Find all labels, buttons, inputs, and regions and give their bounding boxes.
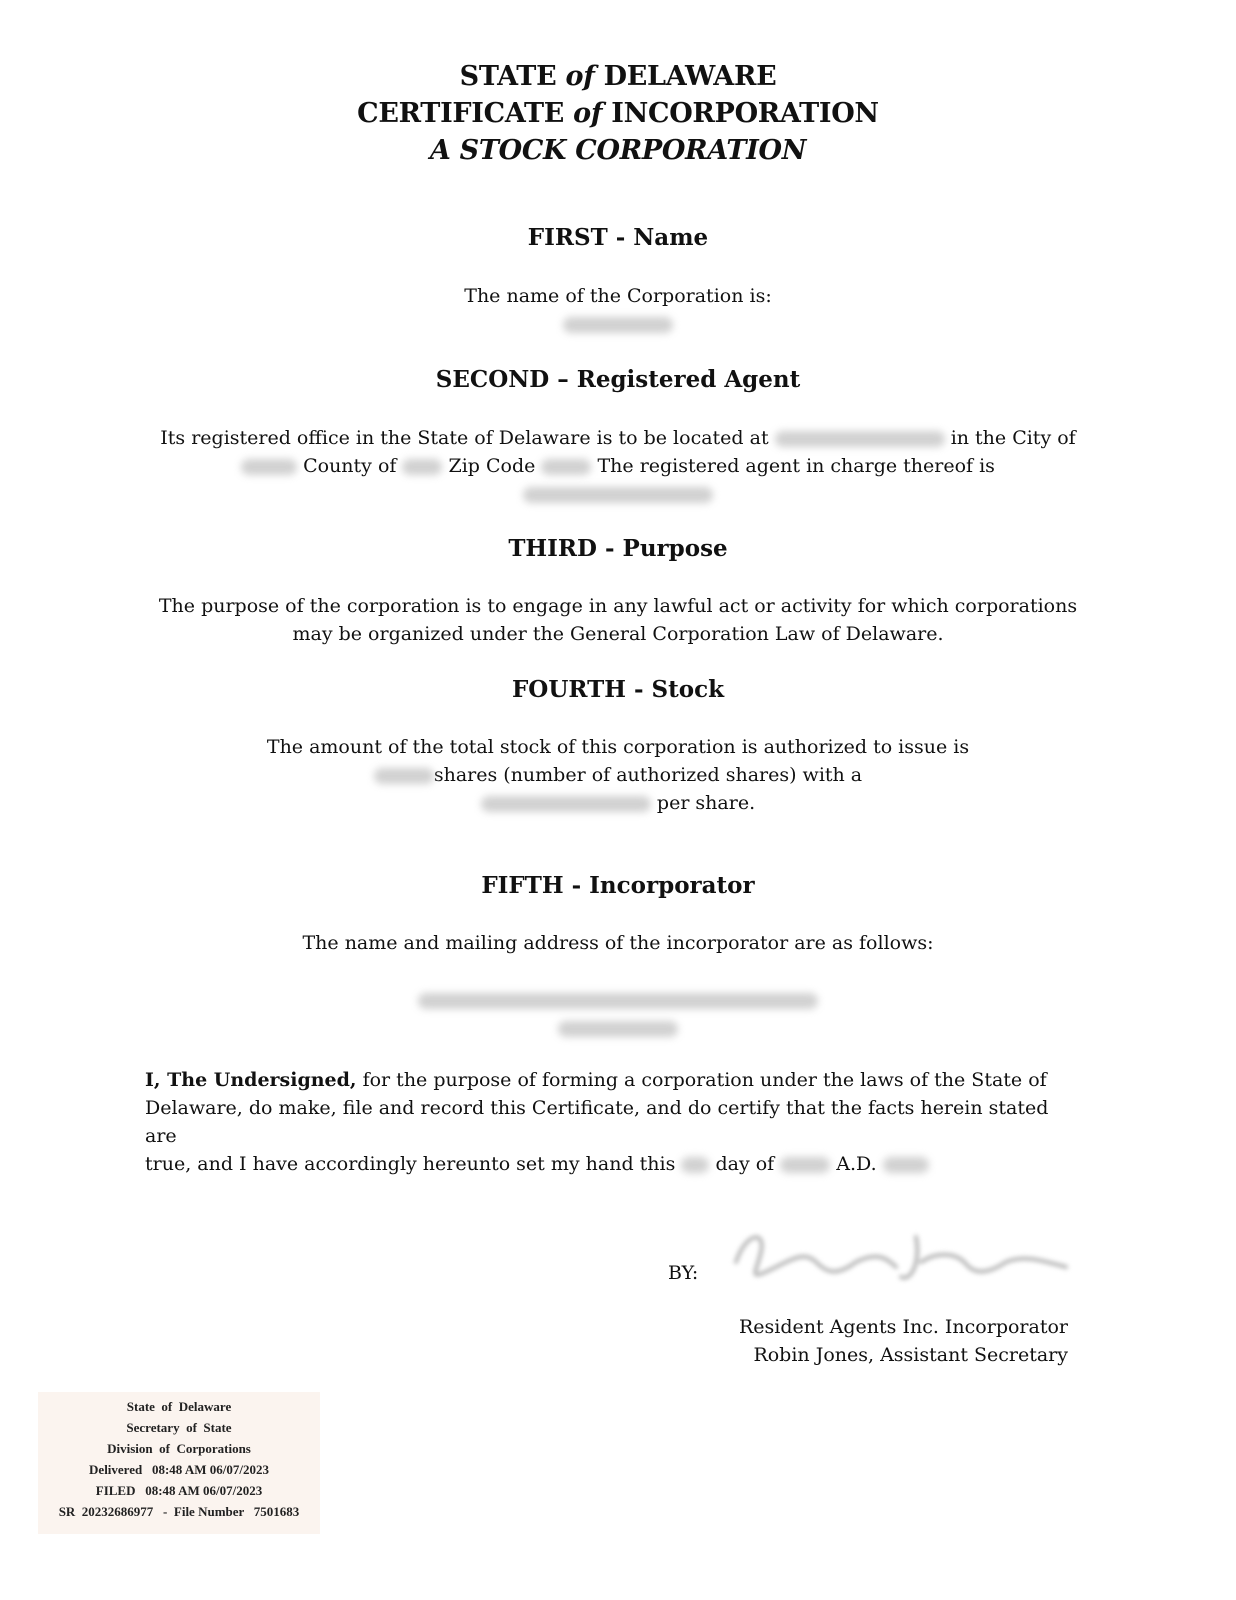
- redacted-share-count: [374, 768, 434, 784]
- fourth-text: The amount of the total stock of this corporation is authorized to issue is shares (number of authorized shares) with a per share.: [266, 736, 970, 814]
- fifth-text: The name and mailing address of the incorporator are as follows:: [302, 932, 934, 954]
- title-line-2: CERTIFICATE of INCORPORATION: [357, 98, 879, 129]
- first-heading: FIRST - Name: [527, 224, 709, 251]
- redacted-par-value: [481, 796, 651, 812]
- fourth-heading: FOURTH - Stock: [511, 676, 725, 703]
- first-text: The name of the Corporation is:: [0, 282, 1236, 338]
- signer-line-1: Resident Agents Inc. Incorporator: [738, 1316, 1068, 1338]
- signer-line-2: Robin Jones, Assistant Secretary: [753, 1344, 1068, 1366]
- third-heading: THIRD - Purpose: [508, 535, 728, 562]
- title-line-1: STATE of DELAWARE: [459, 61, 777, 92]
- redacted-agent-name: [523, 487, 713, 503]
- redacted-zip: [541, 459, 591, 475]
- filing-stamp: State of Delaware Secretary of State Division of Corporations Delivered 08:48 AM 06/07/2023 FILED 08:48 AM 06/07/2023 SR 20232686977 - File Number 7501683: [38, 1392, 320, 1534]
- redacted-corporation-name: [563, 317, 673, 333]
- signer-block: [739, 1313, 1068, 1369]
- second-text: Its registered office in the State of Delaware is to be located at in the City of County of Zip Code The registered agent in charge thereof is: [0, 424, 1236, 508]
- signature-image: [716, 1222, 1076, 1292]
- redacted-month: [780, 1157, 830, 1173]
- third-text: The purpose of the corporation is to engage in any lawful act or activity for which corporations may be organized under the General Corporation Law of Delaware.: [158, 595, 1078, 645]
- redacted-city: [241, 459, 297, 475]
- by-label: BY:: [668, 1262, 699, 1284]
- title-line-3: A STOCK CORPORATION: [429, 135, 807, 166]
- undersigned-paragraph: I, The Undersigned, for the purpose of forming a corporation under the laws of the State of Delaware, do make, file and record this Certificate, and do certify that the facts herein stated are true, and I have accordingly hereunto set my hand this day of A.D.: [145, 1069, 1049, 1175]
- redacted-year: [883, 1157, 929, 1173]
- redacted-county: [402, 459, 442, 475]
- redacted-address: [775, 431, 945, 447]
- redacted-day: [681, 1157, 709, 1173]
- document-title: [0, 58, 1236, 169]
- fifth-heading: FIFTH - Incorporator: [481, 872, 755, 899]
- second-heading: SECOND – Registered Agent: [435, 366, 801, 393]
- redacted-incorporator-address: [0, 986, 1236, 1042]
